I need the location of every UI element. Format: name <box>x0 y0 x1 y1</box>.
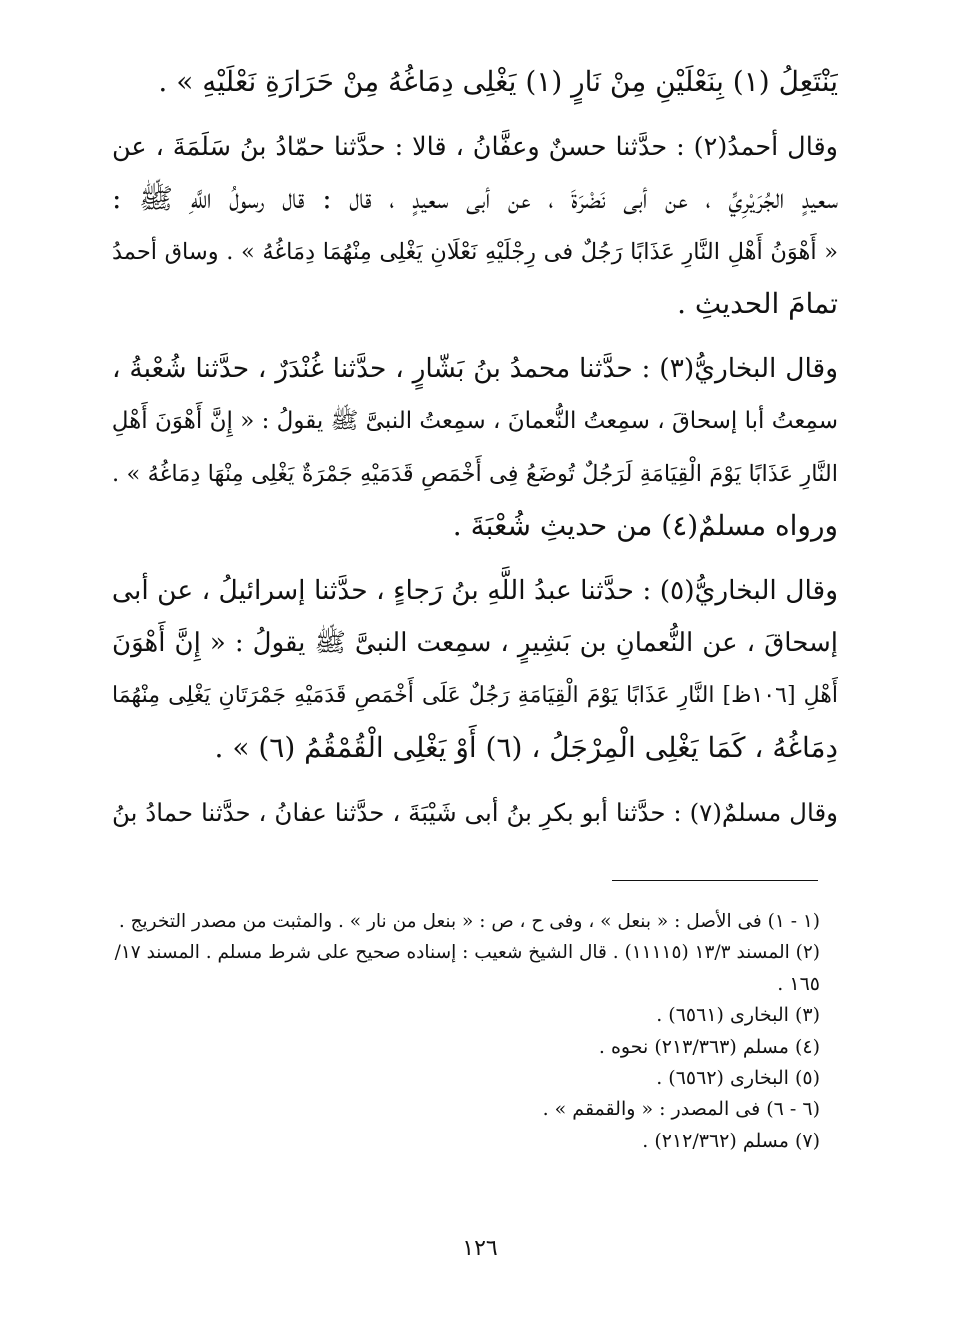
page-number: ١٢٦ <box>462 1236 498 1261</box>
text-line: وقال أحمدُ(٢) : حدَّثنا حسنٌ وعفَّانُ ، قالا : حدَّثنا حمّادُ بنُ سَلَمَةَ ، عن <box>112 131 838 162</box>
footnote-line: (٦ - ٦) فى المصدر : « والقمقم » . <box>542 1098 820 1121</box>
text-line: تمامَ الحديثِ . <box>677 287 838 320</box>
footnote-line: (٥) البخارى (٦٥٦٢) . <box>656 1066 820 1089</box>
footnote-line: (٤) مسلم (٢١٣/٣٦٣) نحوه . <box>598 1035 820 1058</box>
text-line: سمِعتُ أبا إسحاقَ ، سمِعتُ النُّعمانَ ، سمِعتُ النبىَّ ﷺ يقولُ : « إِنَّ أَهْوَنَ أَهْلِ <box>112 408 838 434</box>
text-line: النَّارِ عَذَابًا يَوْمَ الْقِيَامَةِ لَرَجُلٌ تُوضَعُ فِى أَخْمَصِ قَدَمَيْهِ جَمْرَةٌ يَغْلِى مِنْهَا دِمَاغُهُ » . <box>112 460 838 487</box>
text-line: وقال البخاريُّ(٣) : حدَّثنا محمدُ بنُ بَشّارٍ ، حدَّثنا غُنْدَرٌ ، حدَّثنا شُعْبةُ ، <box>112 352 838 384</box>
text-line: إسحاقَ ، عن النُّعمانِ بن بَشِيرٍ ، سمِعت النبىَّ ﷺ يقولُ : « إِنَّ أَهْوَنَ <box>112 628 838 658</box>
text-line: دِمَاغُهُ ، كَمَا يَغْلِى الْمِرْجَلُ ، (٦) أَوْ يَغْلِى الْقُمْقُمُ (٦) » . <box>214 731 838 764</box>
paragraph-1 <box>112 56 838 109</box>
paragraph-4 <box>112 565 838 775</box>
footnote-line: (٣) البخارى (٦٥٦١) . <box>656 1004 820 1027</box>
paragraph-spacer <box>112 331 838 343</box>
paragraph-spacer <box>112 553 838 565</box>
text-line: يَنْتَعِلُ (١) بِنَعْلَيْنِ مِنْ نَارٍ (١) يَغْلِى دِمَاغُهُ مِنْ حَرَارَةِ نَعْلَيْهِ » . <box>158 65 838 98</box>
paragraph-2 <box>112 121 838 331</box>
text-line: أَهْلِ [١٠٦ظ] النَّارِ عَذَابًا يَوْمَ الْقِيَامَةِ رَجُلٌ عَلَى أَخْمَصِ قَدَمَيْهِ جَمْرَتَانِ يَغْلِى مِنْهُمَا <box>112 682 838 708</box>
paragraph-3 <box>112 343 838 553</box>
footnote-line: (٧) مسلم (٢١٢/٣٦٢) . <box>642 1129 820 1152</box>
paragraph-spacer <box>112 109 838 121</box>
text-line: وقال مسلمٌ(٧) : حدَّثنا أبو بكرِ بنُ أبى شَيْبَةَ ، حدَّثنا عفانُ ، حدَّثنا حمادُ بنُ <box>112 797 838 827</box>
text-line: سعيدٍ الجُرَيْرِيِّ ، عن أبى نَضْرَةَ ، عن أبى سعيدٍ ، قال : قال رسولُ اللَّهِ ﷺ : <box>112 182 838 215</box>
footnote-line: (١ - ١) فى الأصل : « بنعل » ، وفى ح ، ص : « بنعل من نار » . والمثبت من مصدر التخريج . <box>118 911 820 932</box>
paragraph-spacer <box>112 775 838 787</box>
text-line: وقال البخاريُّ(٥) : حدَّثنا عبدُ اللَّهِ بنُ رَجاءٍ ، حدَّثنا إسرائيلُ ، عن أبى <box>112 574 838 606</box>
text-line: ورواه مسلمٌ(٤) من حديثِ شُعْبَةَ . <box>452 509 838 542</box>
footnote-line: ١٦٥ . <box>777 972 820 995</box>
footnotes <box>112 906 820 1157</box>
text-line: « أَهْوَنُ أَهْلِ النَّارِ عَذَابًا رَجُلٌ فى رِجْلَيْهِ نَعْلَانِ يَغْلِى مِنْهُمَا دِمَاغُهُ » . وساق أحمدُ <box>112 238 838 265</box>
footnote-separator <box>612 880 818 881</box>
paragraph-5 <box>112 787 838 840</box>
footnote-line: (٢) المسند ١٣/٣ (١١١١٥) . قال الشيخ شعيب : إسناده صحيح على شرط مسلم . المسند ١٧/ <box>114 942 820 964</box>
main-text-body <box>112 56 838 839</box>
